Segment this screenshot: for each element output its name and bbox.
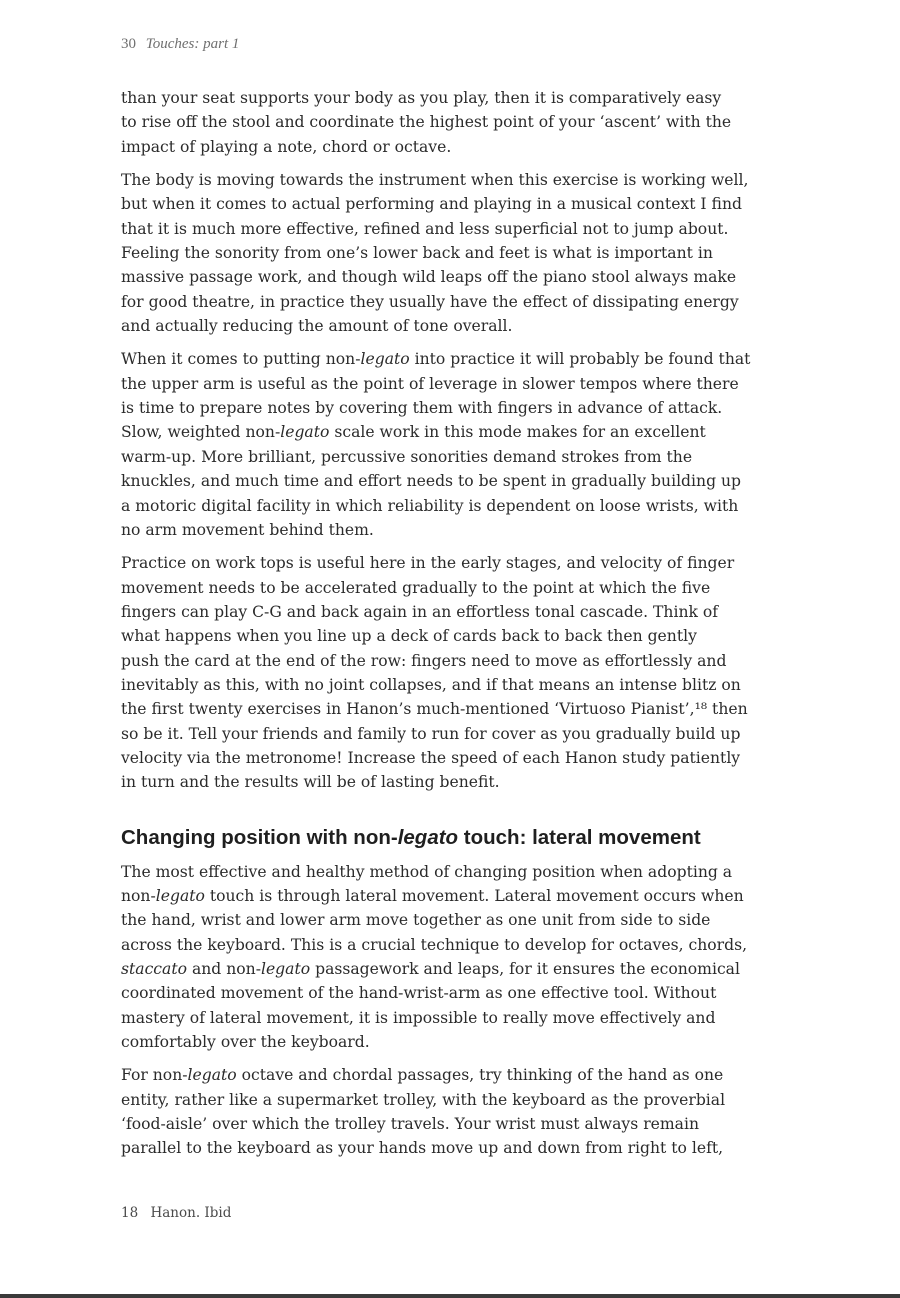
text-line: Feeling the sonority from one’s lower back and feet is what is important in [121, 244, 713, 263]
running-title: Touches: part 1 [145, 36, 240, 52]
section-heading-start: Changing position with non- [121, 825, 398, 849]
text-line: for good theatre, in practice they usually have the effect of dissipating energy [121, 292, 739, 311]
text-line: non-legato touch is through lateral movement. Lateral movement occurs when [121, 886, 744, 905]
footnote-text: Hanon. Ibid [150, 1205, 232, 1221]
text-line: Slow, weighted non-legato scale work in this mode makes for an excellent [121, 423, 706, 442]
text-line: The most effective and healthy method of changing position when adopting a [121, 862, 733, 881]
paragraph-4 [121, 551, 773, 794]
text-line: so be it. Tell your friends and family to run for cover as you gradually build up [121, 724, 741, 743]
section-heading-emphasis: legato [397, 825, 459, 849]
text-line: but when it comes to actual performing and playing in a musical context I find [121, 195, 742, 214]
paragraph-3 [121, 347, 773, 542]
page-edge-divider [0, 1294, 900, 1298]
text-line: and actually reducing the amount of tone overall. [121, 317, 513, 336]
text-line: When it comes to putting non-legato into practice it will probably be found that [121, 350, 751, 369]
text-line: what happens when you line up a deck of cards back to back then gently [121, 627, 697, 646]
text-line: no arm movement behind them. [121, 520, 374, 539]
text-line: the upper arm is useful as the point of leverage in slower tempos where there [121, 374, 739, 393]
text-line: the first twenty exercises in Hanon’s much-mentioned ‘Virtuoso Pianist’,¹⁸ then [121, 700, 748, 719]
text-line: movement needs to be accelerated gradually to the point at which the five [121, 578, 711, 597]
body-text [121, 86, 773, 1170]
paragraph-2 [121, 168, 773, 338]
running-head [121, 36, 239, 53]
text-line: impact of playing a note, chord or octave. [121, 137, 452, 156]
section-heading [121, 824, 773, 852]
text-line: comfortably over the keyboard. [121, 1033, 370, 1052]
text-line: entity, rather like a supermarket trolley, with the keyboard as the proverbial [121, 1090, 726, 1109]
text-line: in turn and the results will be of lasting benefit. [121, 773, 500, 792]
text-line: parallel to the keyboard as your hands move up and down from right to left, [121, 1139, 724, 1158]
text-line: For non-legato octave and chordal passages, try thinking of the hand as one [121, 1066, 724, 1085]
footnote [121, 1205, 231, 1221]
section-heading-end: touch: lateral movement [458, 825, 701, 849]
text-line: fingers can play C-G and back again in an effortless tonal cascade. Think of [121, 602, 719, 621]
page-number: 30 [121, 36, 136, 52]
paragraph-1 [121, 86, 773, 159]
text-line: massive passage work, and though wild leaps off the piano stool always make [121, 268, 737, 287]
text-line: push the card at the end of the row: fingers need to move as effortlessly and [121, 651, 727, 670]
text-line: The body is moving towards the instrument when this exercise is working well, [121, 171, 749, 190]
text-line: the hand, wrist and lower arm move together as one unit from side to side [121, 911, 711, 930]
text-line: than your seat supports your body as you play, then it is comparatively easy [121, 89, 722, 107]
text-line: inevitably as this, with no joint collapses, and if that means an intense blitz on [121, 675, 741, 694]
text-line: coordinated movement of the hand-wrist-arm as one effective tool. Without [121, 984, 717, 1003]
text-line: knuckles, and much time and effort needs to be spent in gradually building up [121, 472, 742, 491]
text-line: Practice on work tops is useful here in the early stages, and velocity of finger [121, 554, 735, 573]
text-line: warm-up. More brilliant, percussive sonorities demand strokes from the [121, 447, 693, 466]
text-line: ‘food-aisle’ over which the trolley travels. Your wrist must always remain [121, 1115, 699, 1134]
section-paragraph-1 [121, 860, 773, 1055]
text-line: a motoric digital facility in which reliability is dependent on loose wrists, with [121, 496, 739, 515]
footnote-number: 18 [121, 1205, 139, 1221]
text-line: that it is much more effective, refined and less superficial not to jump about. [121, 219, 729, 238]
text-line: across the keyboard. This is a crucial technique to develop for octaves, chords, [121, 935, 748, 954]
text-line: mastery of lateral movement, it is impossible to really move effectively and [121, 1008, 716, 1027]
text-line: velocity via the metronome! Increase the speed of each Hanon study patiently [121, 748, 741, 767]
text-line: staccato and non-legato passagework and leaps, for it ensures the economical [121, 960, 740, 978]
text-line: to rise off the stool and coordinate the highest point of your ‘ascent’ with the [121, 113, 732, 132]
section-paragraph-2 [121, 1063, 773, 1160]
text-line: is time to prepare notes by covering them with fingers in advance of attack. [121, 399, 723, 418]
